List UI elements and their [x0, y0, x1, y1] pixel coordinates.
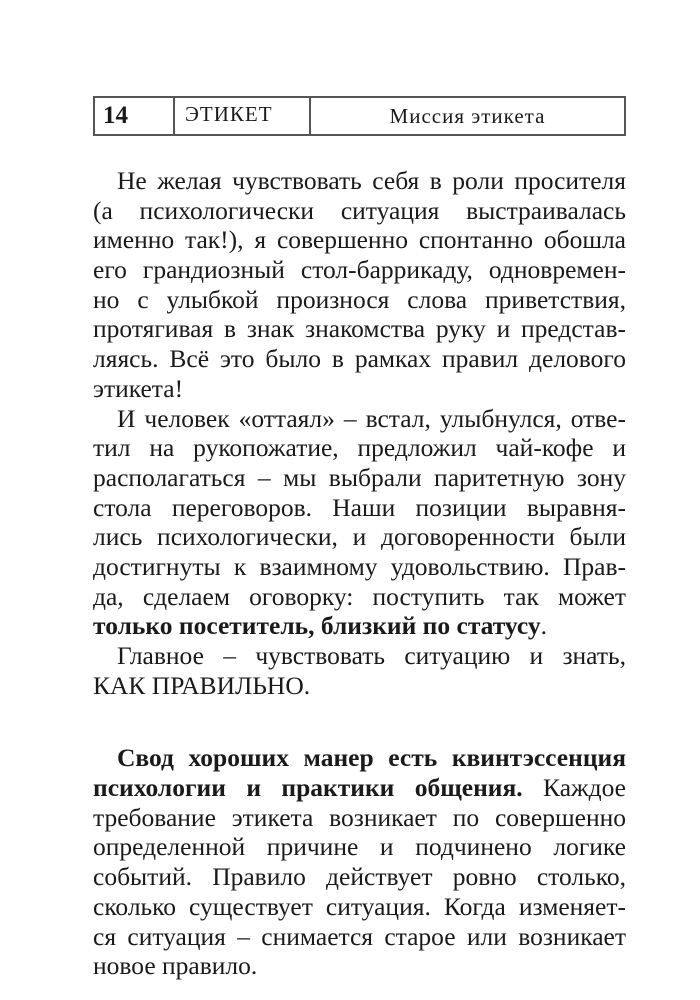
text-line: КАК ПРАВИЛЬНО.	[93, 670, 311, 700]
text-line: достигнуты к взаимному удовольствию. Прав-	[93, 551, 626, 581]
text-line: лись психологически, и договоренности были	[93, 522, 626, 552]
paragraph-gap	[93, 700, 626, 743]
text-line: стола переговоров. Наши позиции выравня-	[93, 492, 626, 522]
paragraph-2	[93, 404, 626, 642]
text-line: ляясь. Всё это было в рамках правил делового	[93, 344, 626, 374]
text-line	[93, 773, 626, 803]
text-line: этикета!	[93, 373, 184, 403]
text-line: протягивая в знак знакомства руку и представ-	[93, 314, 626, 344]
page-body	[93, 166, 626, 981]
text-line: событий. Правило действует ровно столько,	[93, 862, 626, 892]
text-line: его грандиозный стол-баррикаду, одновремен-	[93, 255, 626, 285]
text-line: новое правило.	[93, 951, 258, 981]
text-line	[93, 743, 626, 773]
text-fragment: .	[540, 611, 548, 641]
text-line: (а психологически ситуация выстраивалась	[93, 195, 626, 225]
text-line: именно так!), я совершенно спонтанно обошла	[93, 225, 626, 255]
topic-title: Миссия этикета	[389, 103, 546, 128]
text-line: Главное – чувствовать ситуацию и знать,	[117, 641, 626, 670]
running-header	[93, 96, 626, 136]
page-number: 14	[95, 98, 175, 134]
bold-phrase: Свод хороших манер есть квинтэссенция	[117, 743, 626, 773]
section-title: ЭТИКЕТ	[175, 98, 311, 134]
text-line: да, сделаем оговорку: поступить так может	[93, 581, 626, 611]
text-line: располагаться – мы выбрали паритетную зону	[93, 462, 626, 492]
bold-phrase: психологии и практики общения.	[93, 773, 523, 803]
bold-phrase: только посетитель, близкий по статусу	[93, 611, 541, 641]
text-line	[93, 611, 626, 641]
text-fragment: Каждое	[522, 773, 627, 803]
text-line: определенной причине и подчинено логике	[93, 832, 626, 862]
text-line: ся ситуация – снимается старое или возникает	[93, 921, 626, 951]
paragraph-3	[93, 641, 626, 700]
text-line: требование этикета возникает по совершенно	[93, 802, 626, 832]
text-line: тил на рукопожатие, предложил чай-кофе и	[93, 433, 626, 463]
text-line: сколько существует ситуация. Когда изменяет-	[93, 891, 626, 921]
paragraph-4	[93, 743, 626, 981]
text-line: но с улыбкой произнося слова приветствия,	[93, 284, 626, 314]
text-line: Не желая чувствовать себя в роли просителя	[117, 166, 626, 195]
paragraph-1	[93, 166, 626, 404]
text-line: И человек «оттаял» – встал, улыбнулся, отве-	[117, 403, 626, 433]
